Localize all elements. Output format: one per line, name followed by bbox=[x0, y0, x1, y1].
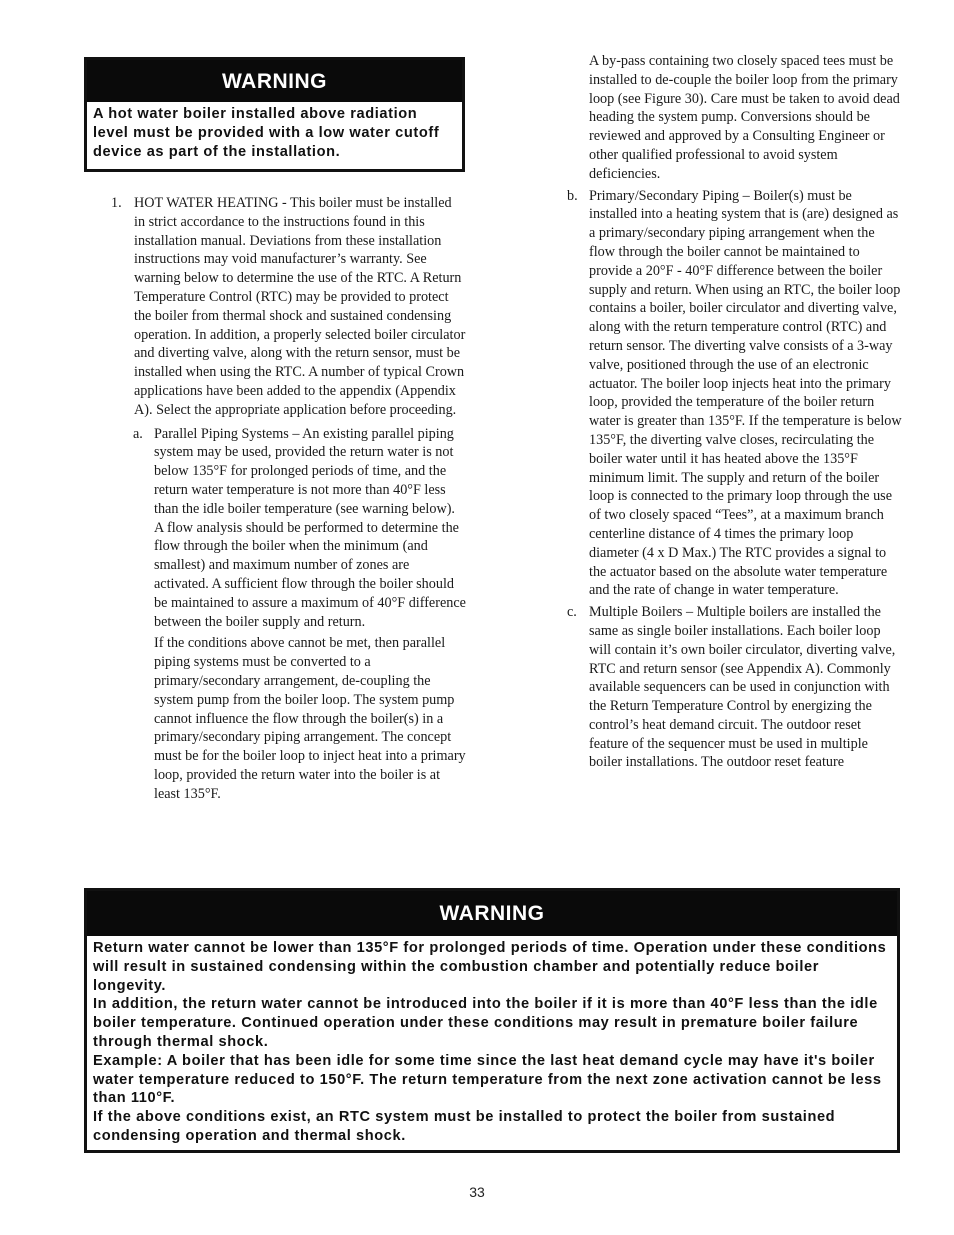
list-marker: 1. bbox=[111, 195, 122, 211]
list-marker: b. bbox=[567, 187, 578, 204]
list-item-multiple-boilers bbox=[567, 603, 902, 772]
list-item-parallel-piping bbox=[111, 425, 466, 632]
left-column bbox=[111, 194, 466, 804]
warning-text bbox=[87, 936, 897, 1146]
paragraph-bypass bbox=[567, 52, 902, 184]
paragraph: If the conditions above cannot be met, then parallel piping systems must be converted to a primary/secondary arrangement, de-coupling the system pump from the boiler loop. The system pump cannot influence the flow through the boiler(s) in a primary/secondary piping arrangement. The concept must be for the boiler loop to inject heat into a primary loop, provided the return water into the boiler is at least 135°F. bbox=[154, 635, 466, 802]
paragraph: Parallel Piping Systems – An existing parallel piping system may be used, provided the return water is not below 135°F for prolonged periods of time, and the return water temperature is not more than 40°F less than the idle boiler temperature (see warning below). A flow analysis should be performed to determine the flow through the boiler when the minimum (and smallest) and maximum number of zones are activated. A sufficient flow through the boiler should be maintained to assure a maximum of 40°F difference between the boiler supply and return. bbox=[154, 425, 466, 630]
warning-paragraph: In addition, the return water cannot be introduced into the boiler if it is more than 40°F less than the idle boiler temperature. Continued operation under these conditions may result in premature boiler failure through thermal shock. bbox=[93, 996, 878, 1050]
paragraph: Multiple Boilers – Multiple boilers are installed the same as single boiler installations. Each boiler loop will contain it’s own boiler circulator, diverting valve, RTC and return sensor (see Appendix A). Commonly available sequencers can be used in conjunction with the Return Temperature Control by energizing the control’s heat demand circuit. The outdoor reset feature of the sequencer must be used in multiple boiler installations. The outdoor reset feature bbox=[589, 604, 896, 771]
paragraph: HOT WATER HEATING - This boiler must be installed in strict accordance to the instructions found in this installation manual. Deviations from these installation instructions may void manufacturer’s warranty. See warning below to determine the use of the RTC. A Return Temperature Control (RTC) may be provided to protect the boiler from thermal shock and sustained condensing operation. In addition, a properly selected boiler circulator and diverting valve, along with the return sensor, must be installed when using the RTC. A number of typical Crown applications have been added to the appendix (Appendix A). Select the appropriate application before proceeding. bbox=[134, 195, 466, 418]
warning-text: A hot water boiler installed above radiation level must be provided with a low water cutoff device as part of the installation. bbox=[93, 106, 440, 160]
page-number: 33 bbox=[469, 1184, 485, 1200]
warning-paragraph: If the above conditions exist, an RTC system must be installed to protect the boiler from sustained condensing operation and thermal shock. bbox=[93, 1109, 836, 1144]
list-marker: a. bbox=[133, 425, 143, 442]
warning-heading: WARNING bbox=[87, 60, 462, 102]
paragraph-conversion bbox=[111, 634, 466, 803]
list-item-primary-secondary bbox=[567, 187, 902, 601]
warning-box-top bbox=[84, 57, 465, 172]
right-column bbox=[567, 52, 902, 772]
warning-paragraph: Return water cannot be lower than 135°F for prolonged periods of time. Operation under these conditions will result in sustained condensing within the combustion chamber and potentially reduce boiler longevity. bbox=[93, 940, 887, 994]
paragraph: A by-pass containing two closely spaced tees must be installed to de-couple the boiler loop from the primary loop (see Figure 30). Care must be taken to avoid dead heading the system pump. Conversions should be reviewed and approved by a Consulting Engineer or other qualified professional to avoid system deficiencies. bbox=[589, 53, 900, 182]
warning-box-bottom bbox=[84, 888, 900, 1153]
warning-paragraph: Example: A boiler that has been idle for some time since the last heat demand cycle may have it's boiler water temperature reduced to 150°F. The return temperature from the next zone activation cannot be less than 110°F. bbox=[93, 1052, 882, 1107]
list-marker: c. bbox=[567, 604, 577, 621]
list-item-hot-water-heating bbox=[111, 194, 466, 420]
warning-heading: WARNING bbox=[87, 891, 897, 936]
paragraph: Primary/Secondary Piping – Boiler(s) must be installed into a heating system that is (are) designed as a primary/secondary piping arrangement when the flow through the boiler cannot be maintained to provide a 20°F - 40°F difference between the boiler supply and return. When using an RTC, the boiler loop contains a boiler, boiler circulator and diverting valve, along with the return temperature control (RTC) and return sensor. The diverting valve consists of a 3-way valve, positioned through the use of an electronic actuator. The boiler loop injects heat into the primary loop, provided the temperature of the boiler return water is greater than 135°F. If the temperature is below 135°F, the diverting valve closes, recirculating the boiler water until it has heated above the 135°F minimum limit. The supply and return of the boiler loop is connected to the primary loop through the use of two closely spaced “Tees”, at a maximum branch centerline distance of 4 times the primary loop diameter (4 x D Max.) The RTC provides a signal to the actuator based on the absolute water temperature and the rate of change in water temperature. bbox=[589, 187, 902, 599]
